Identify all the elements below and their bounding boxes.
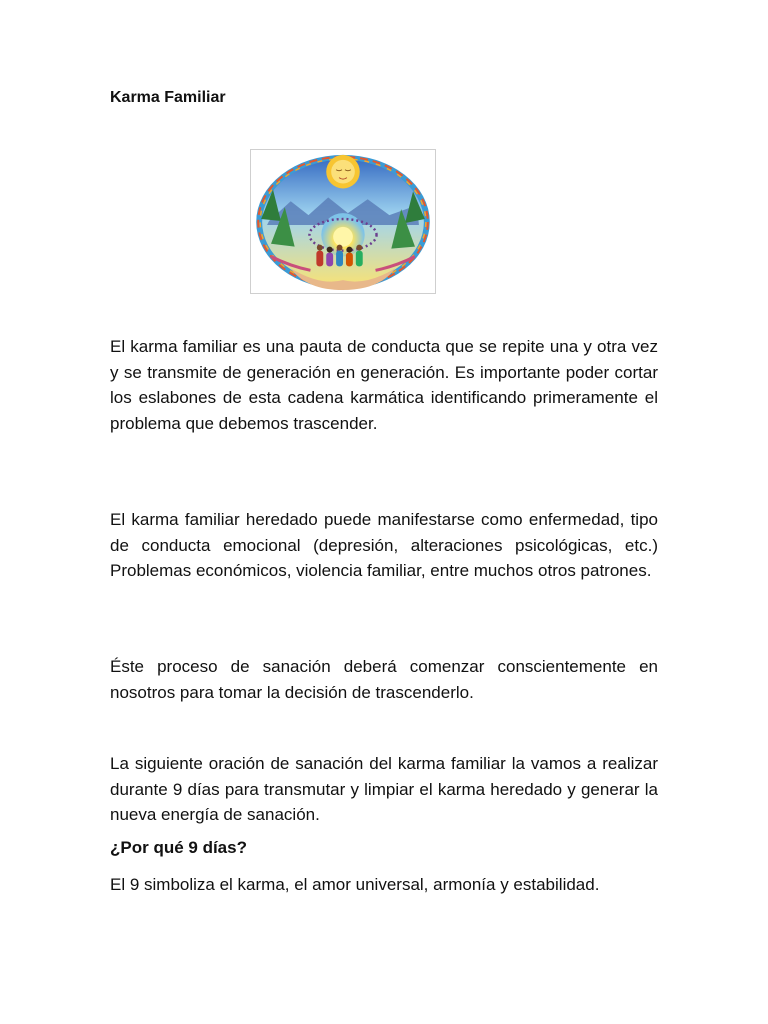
paragraph-2: El karma familiar heredado puede manifestarse como enfermedad, tipo de conducta emocional (depresión, alteraciones psicológicas, etc.) Problemas económicos, violencia familiar, entre muchos otros patrones. xyxy=(110,510,658,580)
subheading: ¿Por qué 9 días? xyxy=(110,838,247,857)
mandala-illustration xyxy=(250,149,436,294)
document-title: Karma Familiar xyxy=(110,89,226,106)
paragraph-1: El karma familiar es una pauta de conducta que se repite una y otra vez y se transmite de generación en generación. Es importante poder cortar los eslabones de esta cadena karmática identificando primeramente el problema que debemos trascender. xyxy=(110,337,658,433)
paragraph-4: La siguiente oración de sanación del karma familiar la vamos a realizar durante 9 días para transmutar y limpiar el karma heredado y generar la nueva energía de sanación. xyxy=(110,754,658,824)
closing-paragraph: El 9 simboliza el karma, el amor universal, armonía y estabilidad. xyxy=(110,875,600,894)
paragraph-3: Éste proceso de sanación deberá comenzar conscientemente en nosotros para tomar la decisión de trascenderlo. xyxy=(110,657,658,702)
